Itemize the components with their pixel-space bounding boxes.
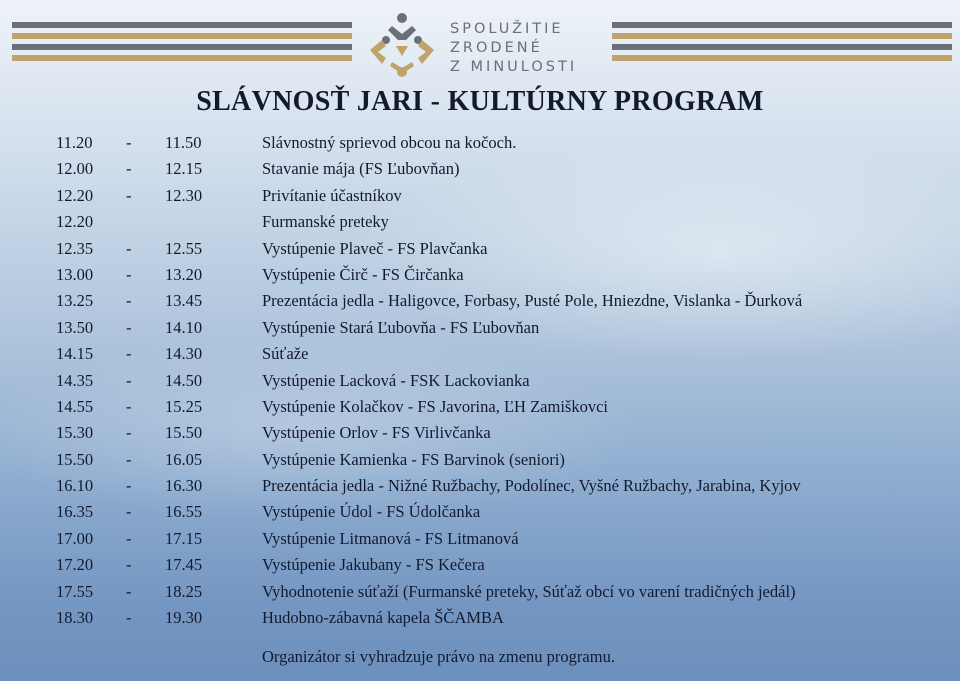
logo-text [450, 20, 577, 77]
event-description: Vystúpenie Orlov - FS Virlivčanka [262, 423, 491, 443]
start-time: 12.00 [56, 159, 94, 179]
end-time: 14.30 [165, 344, 203, 364]
end-time: 14.10 [165, 317, 203, 337]
schedule-row [0, 236, 960, 262]
event-description: Vystúpenie Litmanová - FS Litmanová [262, 528, 519, 548]
end-time: 17.45 [165, 555, 203, 575]
event-description: Vystúpenie Kamienka - FS Barvinok (seniori) [262, 449, 565, 469]
event-description: Vystúpenie Jakubany - FS Kečera [262, 555, 485, 575]
end-time: 13.20 [165, 264, 203, 284]
stripe [612, 22, 952, 28]
decorative-stripes-right [612, 22, 952, 66]
logo [362, 10, 602, 82]
end-time: 15.25 [165, 396, 203, 416]
page-title: SLÁVNOSŤ JARI - KULTÚRNY PROGRAM [196, 86, 764, 117]
event-description: Prezentácia jedla - Haligovce, Forbasy, Pusté Pole, Hniezdne, Vislanka - Ďurková [262, 291, 803, 311]
start-time: 14.15 [56, 344, 94, 364]
event-description: Vystúpenie Plaveč - FS Plavčanka [262, 238, 488, 258]
schedule-row [0, 262, 960, 288]
schedule-row [0, 341, 960, 367]
schedule-row [0, 368, 960, 394]
time-separator: - [126, 291, 132, 311]
event-description: Slávnostný sprievod obcou na kočoch. [262, 133, 517, 152]
schedule-row [0, 156, 960, 182]
header [0, 0, 960, 90]
event-description: Vystúpenie Stará Ľubovňa - FS Ľubovňan [262, 317, 540, 337]
time-separator: - [126, 449, 132, 469]
time-separator: - [126, 528, 132, 548]
stripe [612, 33, 952, 39]
stripe [12, 55, 352, 61]
time-separator: - [126, 370, 132, 390]
end-time: 19.30 [165, 608, 203, 628]
end-time: 14.50 [165, 370, 203, 390]
time-separator: - [126, 581, 132, 601]
start-time: 13.50 [56, 317, 94, 337]
schedule-row [0, 552, 960, 578]
event-description: Vystúpenie Čirč - FS Čirčanka [262, 264, 464, 284]
schedule-row [0, 209, 960, 235]
event-description: Vystúpenie Údol - FS Údolčanka [262, 502, 481, 522]
schedule-row [0, 183, 960, 209]
end-time: 17.15 [165, 528, 203, 548]
time-separator: - [126, 264, 132, 284]
time-separator: - [126, 423, 132, 443]
event-description: Privítanie účastníkov [262, 185, 402, 205]
time-separator: - [126, 476, 132, 496]
end-time: 16.55 [165, 502, 203, 522]
schedule-row [0, 579, 960, 605]
end-time: 13.45 [165, 291, 203, 311]
logo-line: ZRODENÉ [450, 40, 543, 56]
schedule-list [0, 130, 960, 631]
end-time: 12.30 [165, 185, 203, 205]
schedule-row [0, 394, 960, 420]
time-separator: - [126, 133, 132, 152]
time-separator: - [126, 344, 132, 364]
start-time: 11.20 [56, 133, 93, 152]
logo-line: Z MINULOSTI [450, 59, 578, 75]
start-time: 14.35 [56, 370, 94, 390]
event-description: Prezentácia jedla - Nižné Ružbachy, Podolínec, Vyšné Ružbachy, Jarabina, Kyjov [262, 476, 801, 496]
end-time: 16.05 [165, 449, 203, 469]
start-time: 18.30 [56, 608, 94, 628]
time-separator: - [126, 185, 132, 205]
start-time: 14.55 [56, 396, 94, 416]
folk-ornament-logo-icon [362, 10, 442, 82]
stripe [12, 22, 352, 28]
start-time: 13.00 [56, 264, 94, 284]
logo-line: SPOLUŽITIE [450, 21, 564, 37]
stripe [12, 33, 352, 39]
event-description: Hudobno-zábavná kapela ŠČAMBA [262, 608, 504, 628]
end-time: 18.25 [165, 581, 203, 601]
start-time: 12.20 [56, 185, 94, 205]
decorative-stripes-left [12, 22, 352, 66]
start-time: 16.10 [56, 476, 94, 496]
start-time: 17.20 [56, 555, 94, 575]
start-time: 12.20 [56, 212, 94, 232]
schedule-row [0, 447, 960, 473]
time-separator: - [126, 317, 132, 337]
schedule-row [0, 499, 960, 525]
stripe [12, 44, 352, 50]
schedule-row [0, 473, 960, 499]
event-description: Furmanské preteky [262, 212, 389, 232]
schedule-row [0, 526, 960, 552]
end-time: 15.50 [165, 423, 203, 443]
time-separator: - [126, 555, 132, 575]
start-time: 15.50 [56, 449, 94, 469]
end-time: 12.15 [165, 159, 203, 179]
start-time: 12.35 [56, 238, 94, 258]
event-description: Vystúpenie Kolačkov - FS Javorina, ĽH Zamiškovci [262, 396, 608, 416]
event-description: Stavanie mája (FS Ľubovňan) [262, 159, 460, 179]
start-time: 17.55 [56, 581, 94, 601]
time-separator: - [126, 608, 132, 628]
event-description: Súťaže [262, 344, 309, 364]
time-separator: - [126, 396, 132, 416]
footer-note: Organizátor si vyhradzuje právo na zmenu programu. [262, 647, 615, 666]
event-description: Vyhodnotenie súťaží (Furmanské preteky, Súťaž obcí vo varení tradičných jedál) [262, 581, 796, 601]
schedule-row [0, 605, 960, 631]
schedule-row [0, 130, 960, 156]
time-separator: - [126, 238, 132, 258]
time-separator: - [126, 159, 132, 179]
schedule-row [0, 315, 960, 341]
end-time: 12.55 [165, 238, 203, 258]
stripe [612, 55, 952, 61]
start-time: 13.25 [56, 291, 94, 311]
schedule-row [0, 288, 960, 314]
start-time: 17.00 [56, 528, 94, 548]
schedule-row [0, 420, 960, 446]
end-time: 11.50 [165, 133, 202, 152]
end-time: 16.30 [165, 476, 203, 496]
stripe [612, 44, 952, 50]
event-description: Vystúpenie Lacková - FSK Lackovianka [262, 370, 530, 390]
start-time: 16.35 [56, 502, 94, 522]
start-time: 15.30 [56, 423, 94, 443]
time-separator: - [126, 502, 132, 522]
